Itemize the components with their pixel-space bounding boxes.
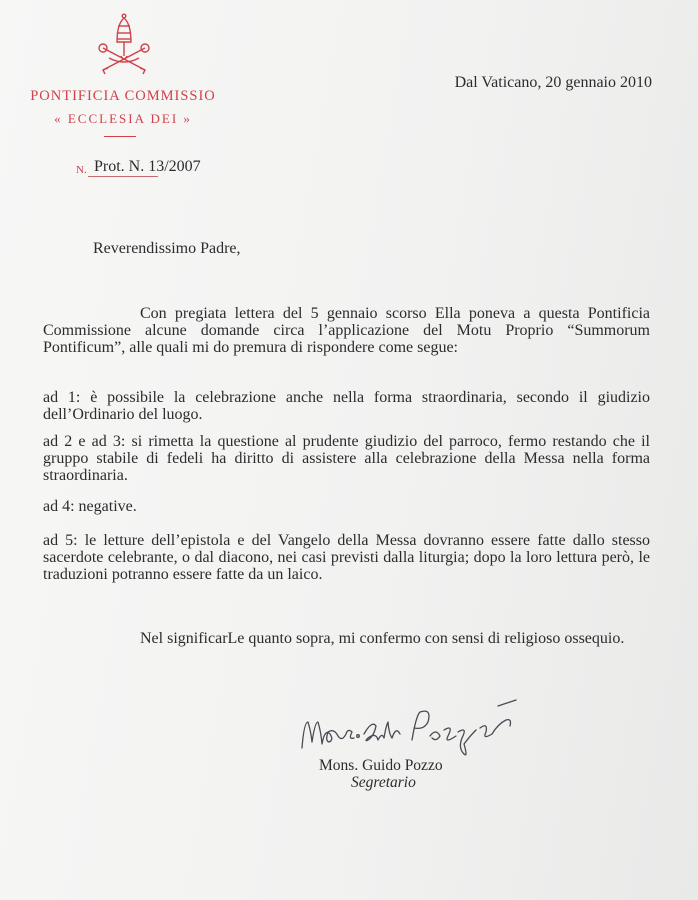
answer-5 — [43, 532, 650, 583]
issuer-subtitle: « ECCLESIA DEI » — [54, 111, 192, 126]
protocol-underline — [88, 176, 158, 177]
closing-paragraph — [43, 630, 650, 647]
papal-coat-of-arms-icon — [95, 12, 153, 78]
signatory-title: Segretario — [351, 774, 416, 791]
answer-4-text: ad 4: negative. — [43, 498, 137, 515]
salutation: Reverendissimo Padre, — [93, 240, 241, 257]
answer-4 — [43, 498, 650, 515]
signatory-name: Mons. Guido Pozzo — [319, 757, 443, 774]
answer-1 — [43, 389, 650, 423]
handwritten-signature — [298, 692, 528, 762]
answer-1-text: ad 1: è possibile la celebrazione anche nella forma straordinaria, secondo il giudizio dell’Ordinario del luogo. — [43, 389, 650, 423]
issuer-heading — [18, 88, 228, 127]
intro-paragraph — [43, 305, 650, 356]
closing-text: Nel significarLe quanto sopra, mi confermo con sensi di religioso ossequio. — [140, 630, 625, 647]
protocol-prefix: N. — [76, 164, 87, 176]
letterhead-divider — [104, 136, 136, 137]
answer-2-3 — [43, 433, 650, 484]
issuer-name: PONTIFICIA COMMISSIO — [30, 88, 216, 104]
answer-2-3-text: ad 2 e ad 3: si rimetta la questione al prudente giudizio del parroco, fermo restando che il gruppo stabile di fedeli ha diritto di assistere alla celebrazione della Messa nella forma straordinaria. — [43, 433, 650, 484]
intro-text: Con pregiata lettera del 5 gennaio scorso Ella poneva a questa Pontificia Commissione alcune domande circa l’applicazione del Motu Proprio “Summorum Pontificum”, alle quali mi do premura di rispondere come segue: — [43, 305, 650, 356]
answer-5-text: ad 5: le letture dell’epistola e del Vangelo della Messa dovranno essere fatte dallo stesso sacerdote celebrante, o dal diacono, nei casi previsti dalla liturgia; dopo la loro lettura però, le traduzioni potranno essere fatte da un laico. — [43, 532, 650, 583]
place-date: Dal Vaticano, 20 gennaio 2010 — [454, 74, 652, 91]
protocol-number: Prot. N. 13/2007 — [94, 158, 201, 175]
